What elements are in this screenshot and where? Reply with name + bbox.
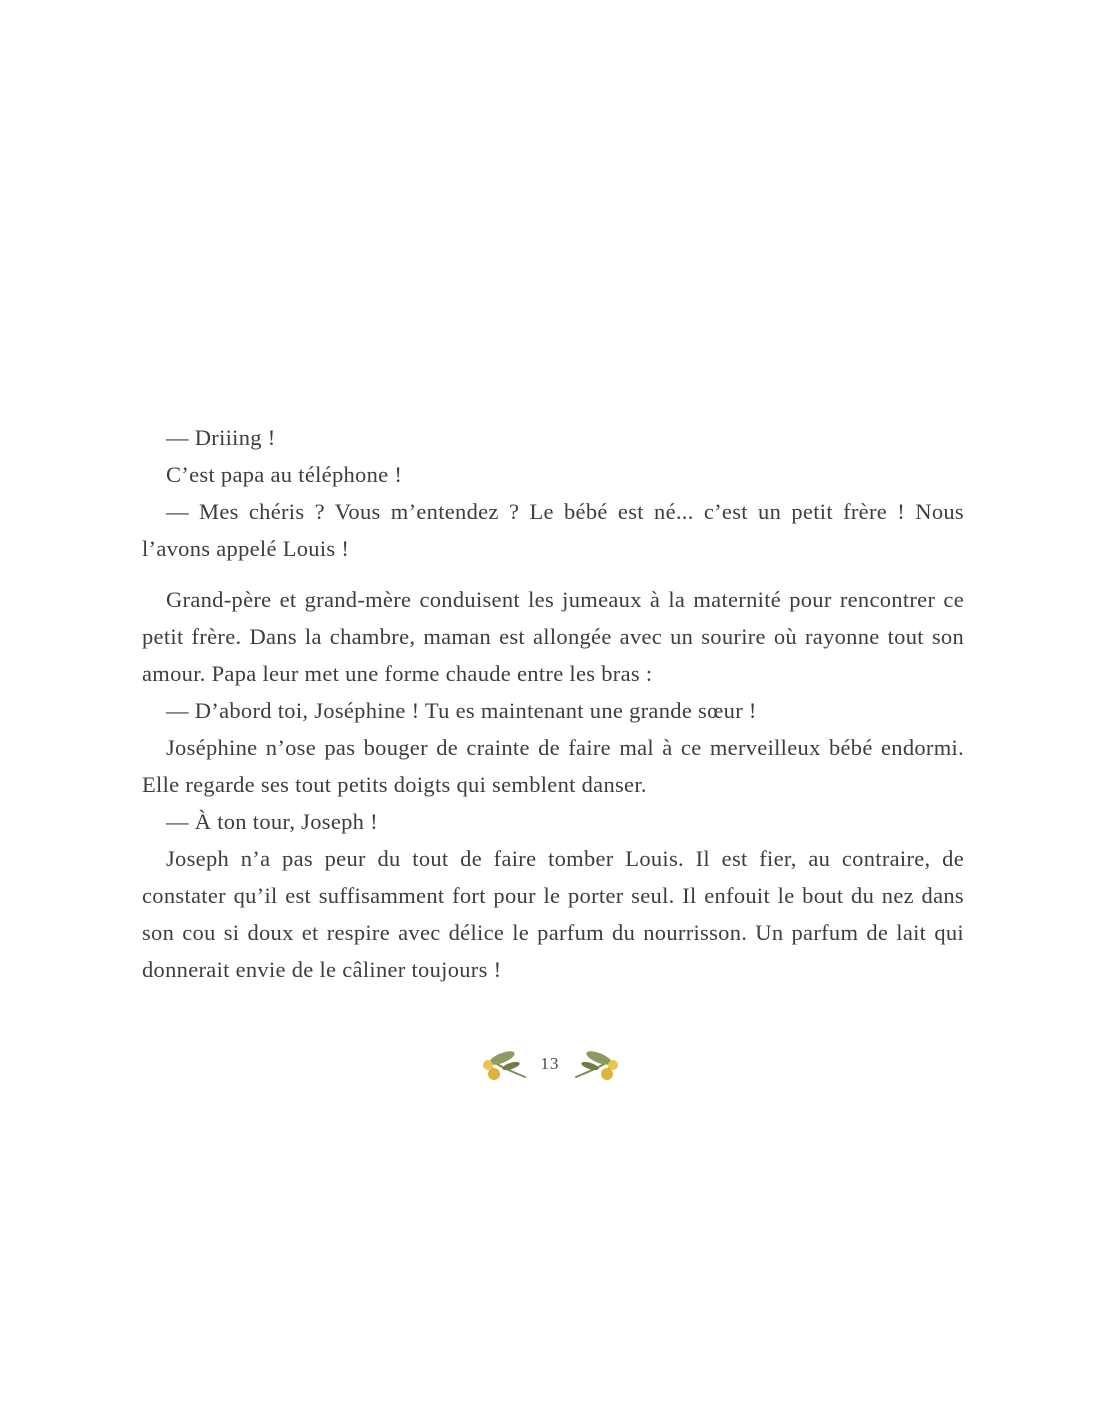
paragraph: — D’abord toi, Joséphine ! Tu es maintenant une grande sœur !: [166, 698, 757, 723]
paragraph: Grand-père et grand-mère conduisent les jumeaux à la maternité pour rencontrer ce petit frère. Dans la chambre, maman est allongée avec un sourire où rayonne tout son amour. Papa leur met une forme chaude entre les bras :: [142, 587, 964, 686]
olive-sprig-left-icon: [480, 1046, 528, 1084]
paragraph: — Driiing !: [166, 425, 276, 450]
page-footer: [0, 1046, 1100, 1084]
olive-sprig-right-icon: [573, 1046, 621, 1084]
paragraph: C’est papa au téléphone !: [166, 462, 403, 487]
paragraph: Joseph n’a pas peur du tout de faire tomber Louis. Il est fier, au contraire, de constater qu’il est suffisamment fort pour le porter seul. Il enfouit le bout du nez dans son cou si doux et respire avec délice le parfum du nourrisson. Un parfum de lait qui donnerait envie de le câliner toujours !: [142, 846, 964, 982]
paragraph: — Mes chéris ? Vous m’entendez ? Le bébé est né... c’est un petit frère ! Nous l’avons appelé Louis !: [142, 499, 964, 561]
story-text: [142, 419, 964, 988]
paragraph: — À ton tour, Joseph !: [166, 809, 378, 834]
page-number: 13: [540, 1053, 560, 1073]
paragraph: Joséphine n’ose pas bouger de crainte de faire mal à ce merveilleux bébé endormi. Elle regarde ses tout petits doigts qui semblent danser.: [142, 735, 964, 797]
